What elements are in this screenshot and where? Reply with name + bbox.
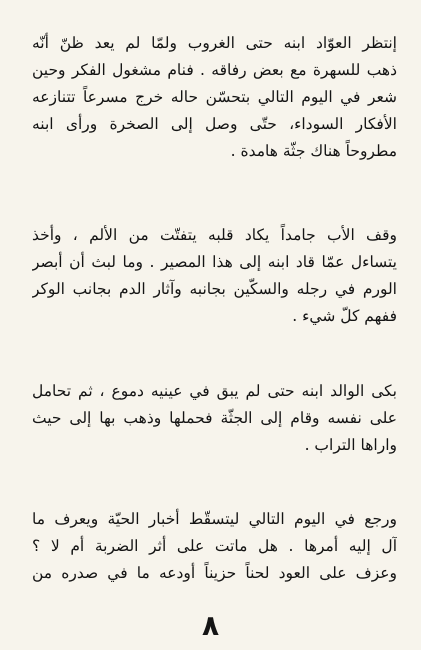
text-line: الورم في رجله والسكّين بجانبه وآثار الدم بجانب الوكر <box>32 280 397 298</box>
text-line: مطروحاً هناك جثّة هامدة . <box>230 142 397 160</box>
text-line: وقف الأب جامداً يكاد قلبه يتفتّت من الألم ، وأخذ <box>32 226 397 244</box>
text-line: ورجع في اليوم التالي ليتسقّط أخبار الحيّة ويعرف ما <box>32 510 397 528</box>
text-line: ففهم كلّ شيء . <box>292 307 397 325</box>
paragraph-4 <box>32 506 397 587</box>
text-line: الأفكار السوداء، حتّى وصل إلى الصخرة ورأى ابنه <box>32 115 397 133</box>
page-number: ٨ <box>201 609 220 642</box>
text-line: بكى الوالد ابنه حتى لم يبق في عينيه دموع ، ثم تحامل <box>32 382 397 400</box>
text-line: ذهب للسهرة مع بعض رفاقه . فنام مشغول الفكر وحين <box>32 61 397 79</box>
paragraph-2 <box>32 222 397 330</box>
text-line: واراها التراب . <box>304 436 397 454</box>
text-line: إنتظر العوّاد ابنه حتى الغروب ولمّا لم يعد ظنّ أنّه <box>32 34 397 52</box>
text-line: على نفسه وقام إلى الجثّة فحملها وذهب بها إلى حيث <box>32 409 397 427</box>
paragraph-1 <box>32 30 397 165</box>
text-line: آل إليه أمرها . هل ماتت على أثر الضربة أم لا ؟ <box>32 537 397 555</box>
paragraph-3 <box>32 378 397 459</box>
text-line: وعزف على العود لحناً حزيناً أودعه ما في صدره من <box>32 564 397 582</box>
text-line: يتساءل عمّا قاد ابنه إلى هذا المصير . وما لبث أن أبصر <box>32 253 397 271</box>
text-line: شعر في اليوم التالي بتحسّن حاله خرج مسرعاً تتنازعه <box>32 88 397 106</box>
